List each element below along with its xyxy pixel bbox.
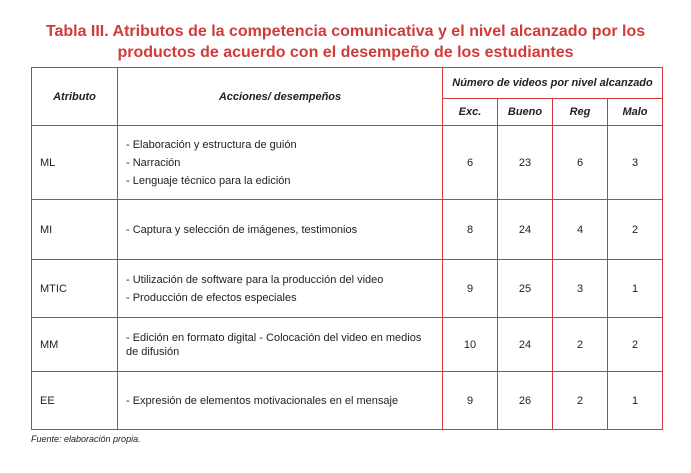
cell-attribute: EE: [32, 372, 118, 430]
cell-reg: 4: [553, 200, 608, 260]
header-group-videos: Número de videos por nivel alcanzado: [443, 68, 663, 99]
action-item: - Captura y selección de imágenes, testimonios: [126, 223, 358, 236]
cell-malo: 2: [608, 200, 663, 260]
source-note: Fuente: elaboración propia.: [31, 434, 141, 444]
action-item: - Utilización de software para la producción del video: [126, 273, 384, 286]
cell-exc: 6: [443, 126, 498, 200]
cell-exc: 9: [443, 372, 498, 430]
cell-reg: 2: [553, 372, 608, 430]
header-level-exc: Exc.: [443, 99, 498, 126]
cell-actions: [118, 372, 443, 430]
table-row: [32, 372, 663, 430]
cell-exc: 10: [443, 318, 498, 372]
action-item: - Expresión de elementos motivacionales en el mensaje: [126, 394, 399, 407]
cell-malo: 2: [608, 318, 663, 372]
table-row: [32, 318, 663, 372]
cell-actions: [118, 318, 443, 372]
cell-attribute: MTIC: [32, 260, 118, 318]
header-actions: Acciones/ desempeños: [118, 68, 443, 126]
cell-reg: 2: [553, 318, 608, 372]
cell-bueno: 25: [498, 260, 553, 318]
cell-exc: 9: [443, 260, 498, 318]
header-level-bueno: Bueno: [498, 99, 553, 126]
cell-attribute: MM: [32, 318, 118, 372]
cell-actions: [118, 260, 443, 318]
competency-table: [31, 67, 663, 430]
cell-reg: 3: [553, 260, 608, 318]
table-row: [32, 260, 663, 318]
cell-bueno: 23: [498, 126, 553, 200]
action-item: - Elaboración y estructura de guión: [126, 138, 297, 151]
cell-bueno: 26: [498, 372, 553, 430]
cell-actions: [118, 200, 443, 260]
cell-actions: [118, 126, 443, 200]
action-item: - Narración: [126, 156, 181, 169]
header-attribute: Atributo: [32, 68, 118, 126]
cell-exc: 8: [443, 200, 498, 260]
cell-malo: 3: [608, 126, 663, 200]
table-title-line-1: Tabla III. Atributos de la competencia comunicativa y el nivel alcanzado por los: [45, 23, 646, 40]
table-title: [0, 21, 691, 63]
table-title-line-2: productos de acuerdo con el desempeño de los estudiantes: [117, 44, 574, 61]
cell-bueno: 24: [498, 318, 553, 372]
cell-attribute: MI: [32, 200, 118, 260]
header-level-reg: Reg: [553, 99, 608, 126]
cell-reg: 6: [553, 126, 608, 200]
action-item: - Producción de efectos especiales: [126, 291, 297, 304]
table-row: [32, 200, 663, 260]
cell-malo: 1: [608, 260, 663, 318]
header-level-malo: Malo: [608, 99, 663, 126]
action-item: - Lenguaje técnico para la edición: [126, 174, 291, 187]
table-row: [32, 126, 663, 200]
cell-bueno: 24: [498, 200, 553, 260]
cell-attribute: ML: [32, 126, 118, 200]
cell-malo: 1: [608, 372, 663, 430]
action-item: - Edición en formato digital - Colocación del video en medios de difusión: [126, 331, 422, 358]
